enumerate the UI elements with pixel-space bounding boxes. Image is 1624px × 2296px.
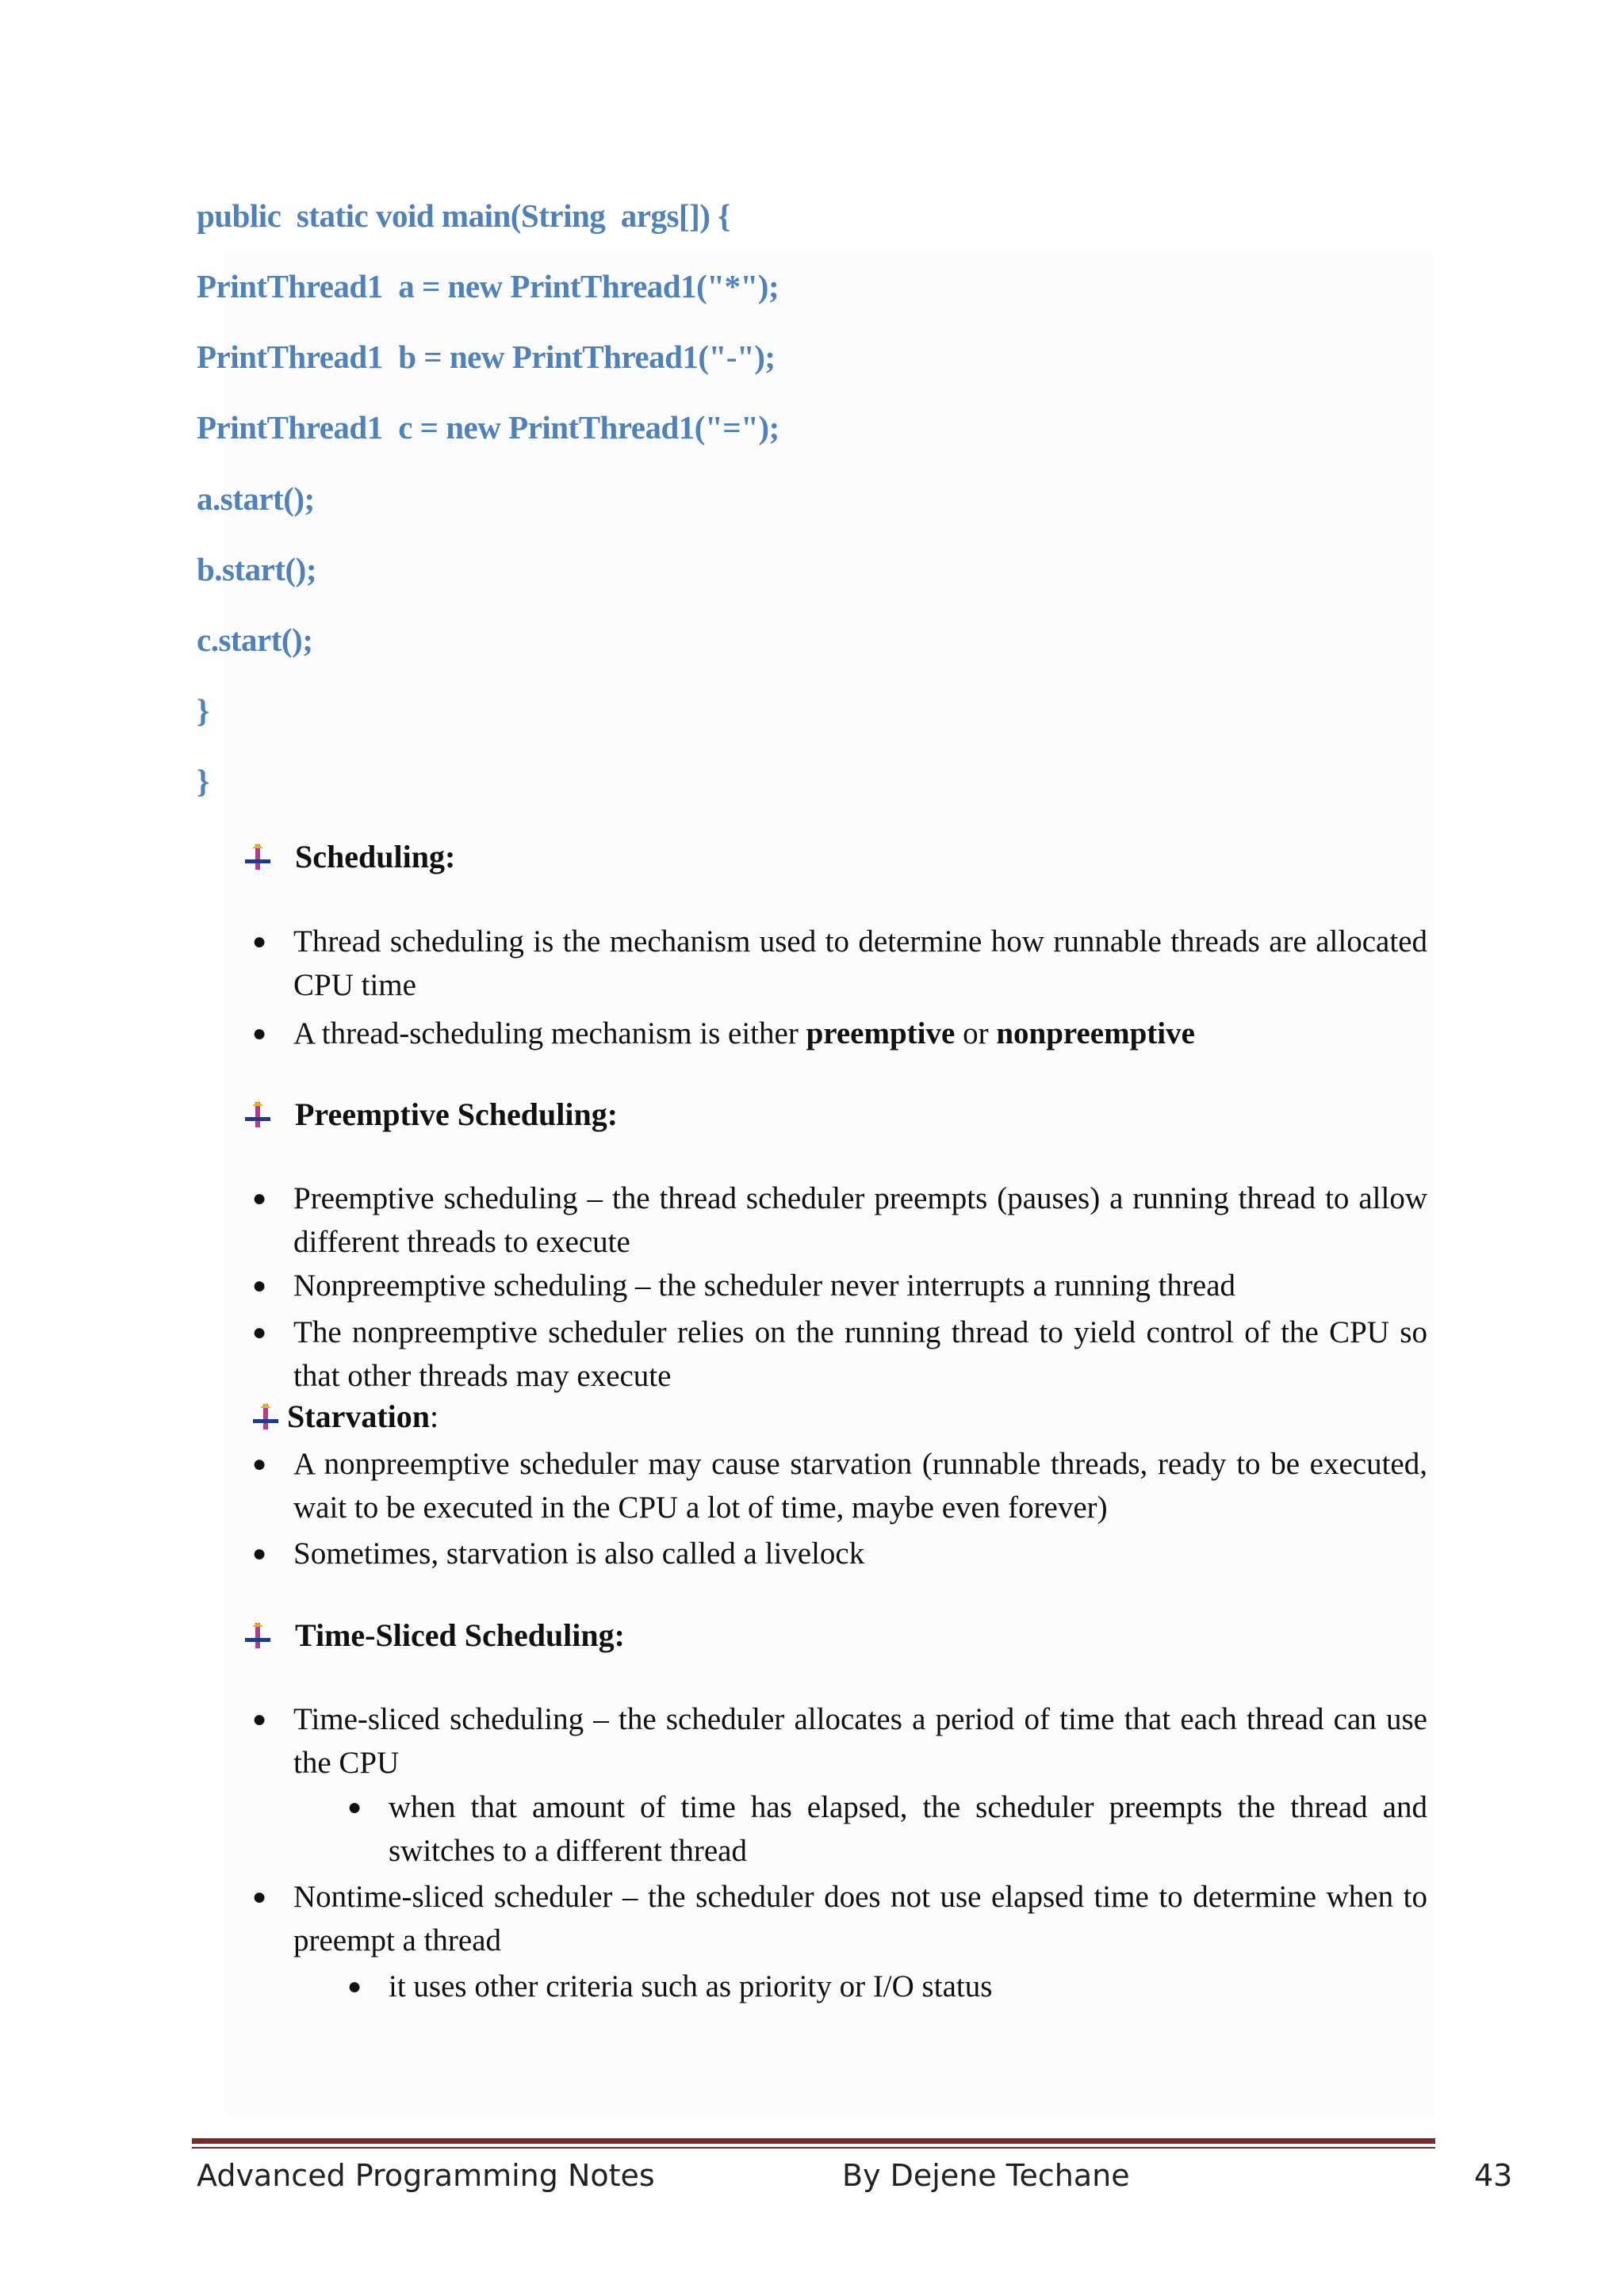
section-heading-preemptive	[244, 1096, 618, 1133]
list-item	[252, 1012, 1427, 1055]
bullet-dot-icon: ●	[252, 928, 267, 955]
arrow-bullet-icon	[244, 844, 271, 871]
bullet-dot-icon: ●	[252, 1185, 267, 1211]
code-line: }	[197, 763, 209, 799]
code-line: c.start();	[197, 622, 313, 658]
list-item-text: Preemptive scheduling – the thread scheduler preempts (pauses) a running thread to allow different threads to execute	[293, 1181, 1427, 1259]
list-item	[252, 1875, 1427, 1962]
code-line: }	[197, 692, 209, 729]
footer-author: By Dejene Techane	[842, 2158, 1130, 2193]
list-item-text: Nontime-sliced scheduler – the scheduler does not use elapsed time to determine when to preempt a thread	[293, 1880, 1427, 1957]
list-item	[252, 1177, 1427, 1264]
footer-rule	[192, 2138, 1435, 2144]
code-line: a.start();	[197, 480, 315, 517]
bullet-dot-icon: ●	[252, 1706, 267, 1732]
sub-list-item	[347, 1965, 1427, 2008]
heading-text: Scheduling:	[295, 839, 456, 874]
code-line: PrintThread1 b = new PrintThread1("-");	[197, 339, 776, 375]
bullet-dot-icon: ●	[252, 1540, 267, 1567]
heading-text: Starvation	[287, 1399, 430, 1434]
list-item	[252, 1264, 1427, 1307]
list-item	[252, 1697, 1427, 1785]
section-heading-starvation	[252, 1398, 439, 1435]
bullet-dot-icon: ●	[252, 1319, 267, 1345]
bullet-dot-icon: ●	[347, 1973, 362, 1999]
list-item	[252, 1311, 1427, 1398]
arrow-bullet-icon	[252, 1403, 279, 1430]
list-item-text: Sometimes, starvation is also called a livelock	[293, 1536, 865, 1571]
list-item	[252, 920, 1427, 1007]
bullet-dot-icon: ●	[347, 1794, 362, 1820]
code-line: PrintThread1 a = new PrintThread1("*");	[197, 268, 779, 304]
page-number: 43	[1474, 2158, 1513, 2193]
list-item-text: Time-sliced scheduling – the scheduler allocates a period of time that each thread can use the CPU	[293, 1702, 1427, 1780]
bullet-dot-icon: ●	[252, 1020, 267, 1047]
bullet-dot-icon: ●	[252, 1272, 267, 1299]
list-item-text: A nonpreemptive scheduler may cause starvation (runnable threads, ready to be executed, wait to be executed in the CPU a lot of time, maybe even forever)	[293, 1447, 1427, 1525]
list-item-text: when that amount of time has elapsed, the scheduler preempts the thread and switches to a different thread	[389, 1790, 1427, 1868]
list-item-text: it uses other criteria such as priority or I/O status	[389, 1969, 993, 2003]
bullet-dot-icon: ●	[252, 1884, 267, 1910]
heading-colon: :	[430, 1399, 439, 1434]
list-item	[252, 1442, 1427, 1529]
heading-text: Time-Sliced Scheduling:	[295, 1617, 625, 1653]
bold-term: nonpreemptive	[996, 1016, 1195, 1050]
code-line: b.start();	[197, 551, 316, 587]
section-heading-time-sliced	[244, 1617, 625, 1654]
footer-title: Advanced Programming Notes	[197, 2158, 655, 2193]
list-item-text: The nonpreemptive scheduler relies on the running thread to yield control of the CPU so that other threads may execute	[293, 1315, 1427, 1393]
list-item-text: A thread-scheduling mechanism is either	[293, 1016, 806, 1050]
arrow-bullet-icon	[244, 1622, 271, 1649]
bold-term: preemptive	[806, 1016, 956, 1050]
code-line: public static void main(String args[]) {	[197, 197, 730, 234]
list-item-text: or	[955, 1016, 997, 1050]
list-item	[252, 1532, 1427, 1575]
heading-text: Preemptive Scheduling:	[295, 1096, 619, 1132]
section-heading-scheduling	[244, 838, 455, 875]
sub-list-item	[347, 1785, 1427, 1873]
footer-rule-thin	[192, 2147, 1435, 2149]
code-line: PrintThread1 c = new PrintThread1("=");	[197, 409, 779, 446]
bullet-dot-icon: ●	[252, 1451, 267, 1477]
arrow-bullet-icon	[244, 1101, 271, 1128]
list-item-text: Thread scheduling is the mechanism used to determine how runnable threads are allocated CPU time	[293, 924, 1427, 1002]
list-item-text: Nonpreemptive scheduling – the scheduler never interrupts a running thread	[293, 1269, 1236, 1303]
